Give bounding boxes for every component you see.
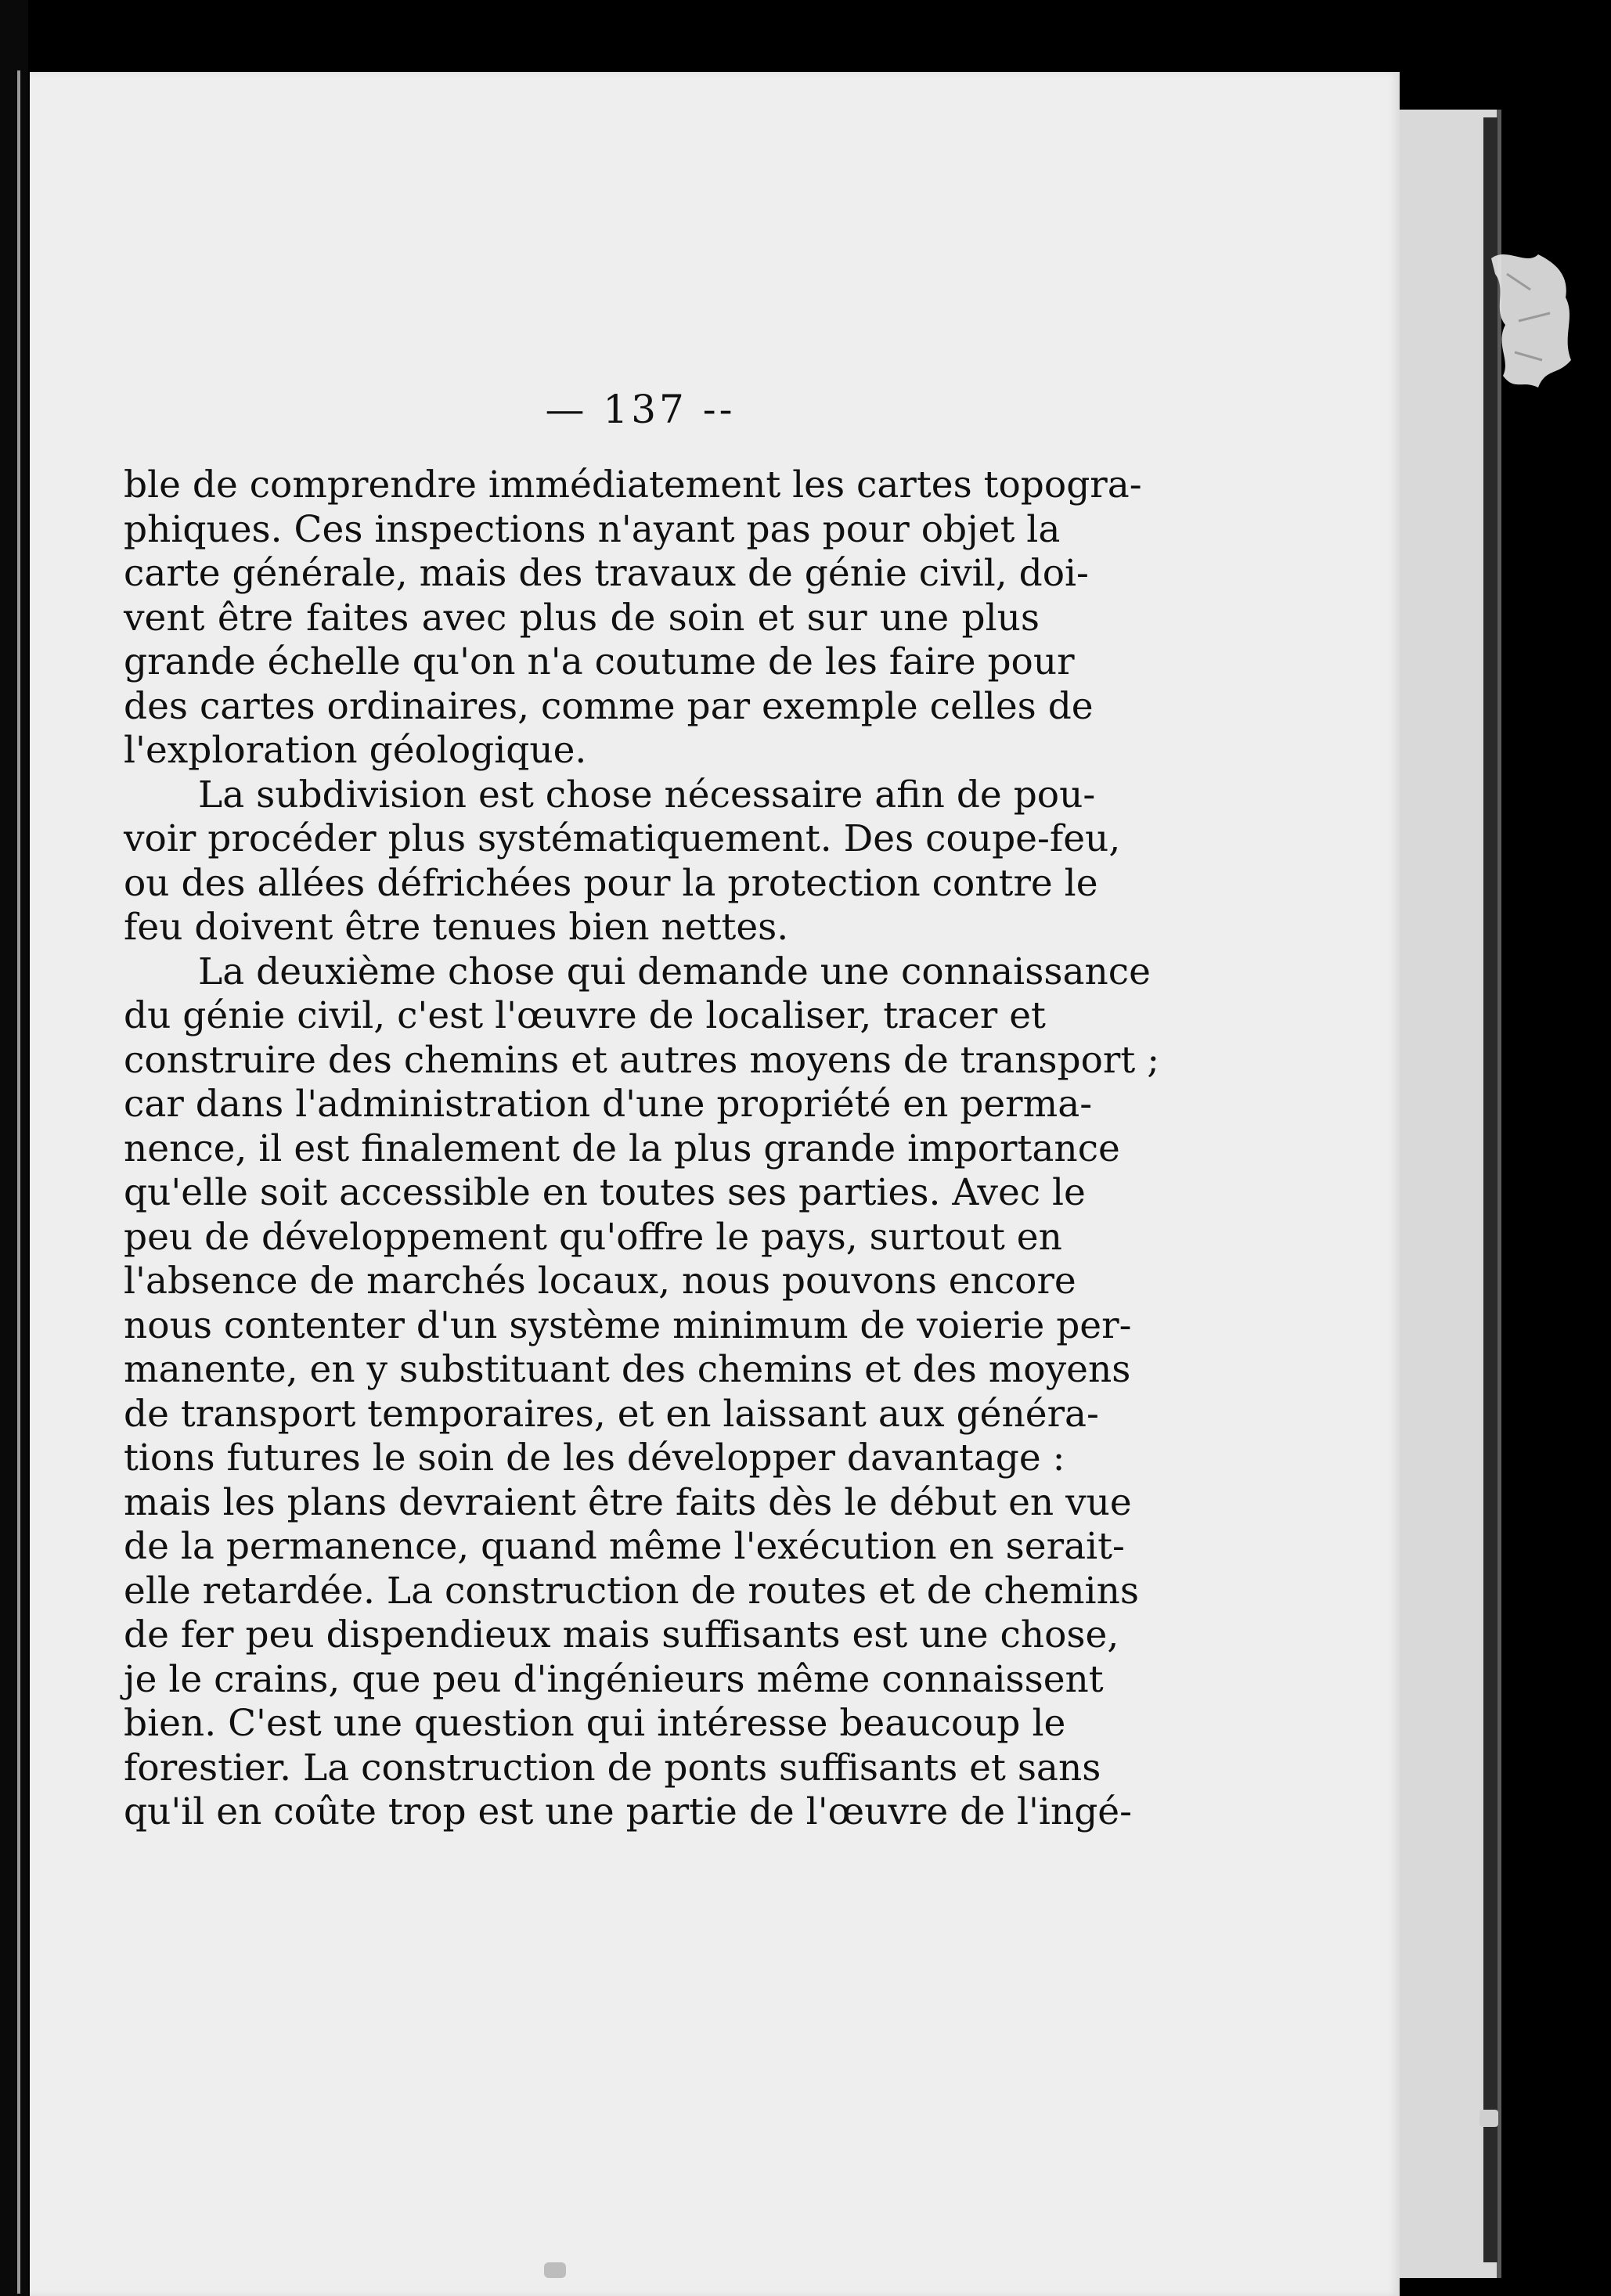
text-line: je le crains, que peu d'ingénieurs même connaissent xyxy=(124,1657,1104,1701)
scan-artifact xyxy=(1479,2110,1498,2127)
text-line: qu'elle soit accessible en toutes ses parties. Avec le xyxy=(124,1171,1086,1214)
book-page xyxy=(30,72,1400,2296)
torn-paper-fragment xyxy=(1483,243,1577,399)
text-line: voir procéder plus systématiquement. Des coupe-feu, xyxy=(124,817,1121,860)
paragraph xyxy=(124,773,1121,950)
text-line: ble de comprendre immédiatement les cartes topogra- xyxy=(124,463,1142,506)
text-line: La deuxième chose qui demande une connaissance xyxy=(198,950,1151,993)
text-line: bien. C'est une question qui intéresse beaucoup le xyxy=(124,1702,1066,1745)
body-text xyxy=(124,463,1160,1835)
text-line: elle retardée. La construction de routes et de chemins xyxy=(124,1569,1139,1613)
text-line: peu de développement qu'offre le pays, surtout en xyxy=(124,1215,1062,1259)
text-line: de la permanence, quand même l'exécution en serait- xyxy=(124,1525,1125,1568)
scan-artifact xyxy=(544,2262,566,2278)
text-line: feu doivent être tenues bien nettes. xyxy=(124,906,789,949)
text-line: nous contenter d'un système minimum de voierie per- xyxy=(124,1303,1132,1347)
text-line: de transport temporaires, et en laissant aux généra- xyxy=(124,1392,1099,1436)
text-line: grande échelle qu'on n'a coutume de les faire pour xyxy=(124,640,1075,683)
text-line: des cartes ordinaires, comme par exemple celles de xyxy=(124,684,1094,728)
text-line: qu'il en coûte trop est une partie de l'œuvre de l'ingé- xyxy=(124,1790,1133,1833)
text-line: car dans l'administration d'une propriété en perma- xyxy=(124,1083,1093,1126)
paragraph xyxy=(124,463,1142,773)
text-line: l'absence de marchés locaux, nous pouvons encore xyxy=(124,1260,1076,1303)
text-line: carte générale, mais des travaux de génie civil, doi- xyxy=(124,552,1089,595)
text-line: phiques. Ces inspections n'ayant pas pour objet la xyxy=(124,507,1061,551)
left-scan-margin xyxy=(0,0,28,2296)
text-line: nence, il est finalement de la plus grande importance xyxy=(124,1126,1120,1170)
page-number: — 137 -- xyxy=(545,387,736,432)
text-line: manente, en y substituant des chemins et des moyens xyxy=(124,1348,1131,1391)
text-line: La subdivision est chose nécessaire afin de pou- xyxy=(198,773,1096,816)
text-line: tions futures le soin de les développer davantage : xyxy=(124,1436,1065,1480)
text-line: ou des allées défrichées pour la protection contre le xyxy=(124,861,1098,905)
page-edge-shadow xyxy=(1483,117,1497,2262)
paragraph xyxy=(124,950,1160,1835)
text-line: l'exploration géologique. xyxy=(124,729,587,772)
text-line: forestier. La construction de ponts suffisants et sans xyxy=(124,1746,1101,1790)
text-line: du génie civil, c'est l'œuvre de localiser, tracer et xyxy=(124,994,1046,1037)
binding-edge xyxy=(17,70,20,2294)
text-line: construire des chemins et autres moyens de transport ; xyxy=(124,1038,1160,1082)
text-line: mais les plans devraient être faits dès le début en vue xyxy=(124,1480,1132,1524)
text-line: de fer peu dispendieux mais suffisants est une chose, xyxy=(124,1613,1119,1656)
text-line: vent être faites avec plus de soin et sur une plus xyxy=(124,596,1040,640)
